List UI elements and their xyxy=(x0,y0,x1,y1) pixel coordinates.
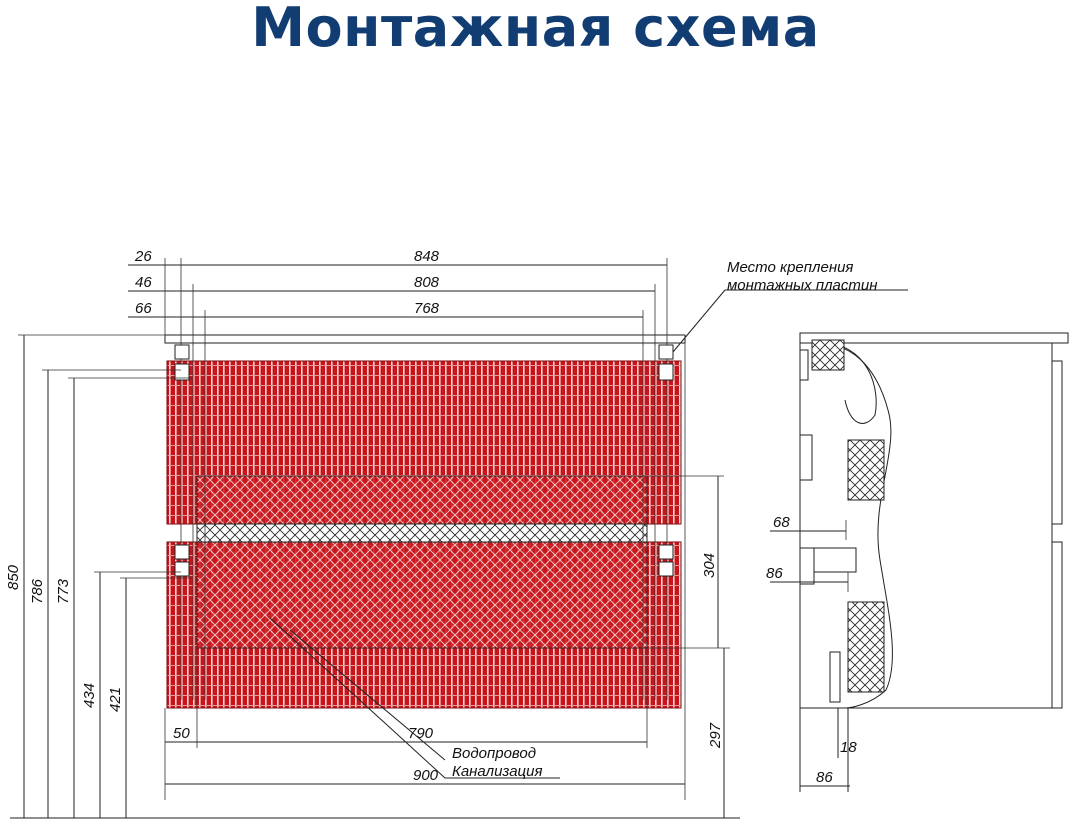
dim-850: 850 xyxy=(5,564,22,590)
dim-434: 434 xyxy=(81,682,98,708)
dim-50: 50 xyxy=(173,725,190,742)
dim-46: 46 xyxy=(135,274,152,291)
countertop xyxy=(165,335,685,343)
dim-790: 790 xyxy=(408,725,434,742)
dim-808: 808 xyxy=(414,274,440,291)
dim-18: 18 xyxy=(840,739,857,756)
front-view xyxy=(5,248,908,818)
dim-848: 848 xyxy=(414,248,440,265)
dim-297: 297 xyxy=(707,722,724,748)
page-title: Монтажная схема xyxy=(251,0,820,59)
mount-label-line2: монтажных пластин xyxy=(727,277,878,294)
side-view xyxy=(766,333,1068,792)
service-zone xyxy=(197,476,647,648)
dim-26: 26 xyxy=(135,248,152,265)
dim-421: 421 xyxy=(107,686,124,712)
dim-768: 768 xyxy=(414,300,440,317)
dim-66: 66 xyxy=(135,300,152,317)
dim-773: 773 xyxy=(55,578,72,604)
sewer-label: Канализация xyxy=(452,763,543,780)
dim-68: 68 xyxy=(773,514,790,531)
mount-label-line1: Место крепления xyxy=(727,259,854,276)
dim-86-lower: 86 xyxy=(816,769,833,786)
dim-786: 786 xyxy=(29,578,46,604)
dim-900: 900 xyxy=(413,767,439,784)
water-label: Водопровод xyxy=(452,745,537,762)
dim-304: 304 xyxy=(701,552,718,578)
dim-86-upper: 86 xyxy=(766,565,783,582)
